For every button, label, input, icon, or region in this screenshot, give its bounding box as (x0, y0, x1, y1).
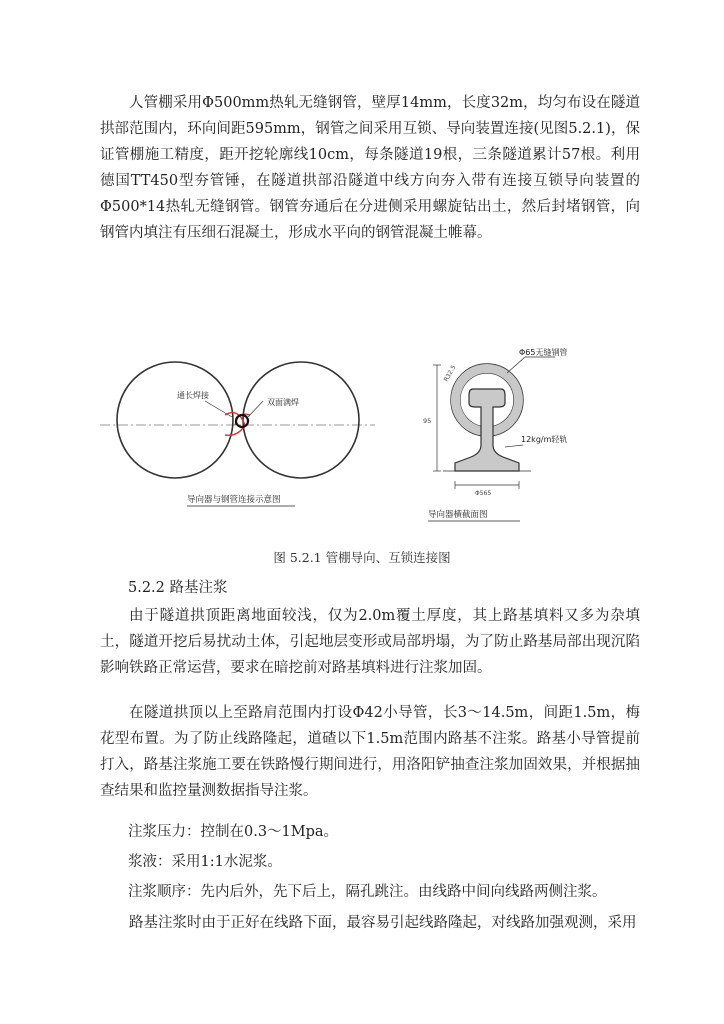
label-seamless-pipe: Φ65无缝钢管 (519, 348, 568, 357)
paragraph-small-pipes: 在隧道拱顶以上至路肩范围内打设Φ42小导管，长3～14.5m，间距1.5m，梅花型布置。为了防止线路隆起，道碴以下1.5m范围内路基不注浆。路基小导管提前打入，路基注浆施工要在铁路慢行期间进行，用洛阳铲抽查注浆加固效果，并根据抽查结果和监控量测数据指导注浆。 (100, 705, 640, 799)
dim-width: Φ565 (475, 490, 492, 497)
grout-pressure: 注浆压力：控制在0.3～1Mpa。 (128, 824, 339, 840)
light-rail-section (455, 389, 519, 471)
left-diagram-title: 导向器与钢管连接示意图 (187, 495, 281, 505)
leader-rail (505, 445, 523, 447)
figure-guide-interlock (95, 345, 635, 540)
guide-ring (236, 415, 248, 427)
label-weld-double: 双面满焊 (267, 398, 299, 407)
leader-weld-long (205, 401, 232, 417)
paragraph-pipe-roof: 人管棚采用Φ500mm热轧无缝钢管，壁厚14mm，长度32m，均匀布设在隧道拱部范围内，环向间距595mm，钢管之间采用互锁、导向装置连接(见图5.2.1)，保证管棚施工精度，距开挖轮廓线10cm，每条隧道19根，三条隧道累计57根。利用德国TT450型夯管锤，在隧道拱部沿隧道中线方向夯入带有连接互锁导向装置的Φ500*14热轧无缝钢管。钢管夯通后在分进侧采用螺旋钻出土，然后封堵钢管，向钢管内填注有压细石混凝土，形成水平向的钢管混凝土帷幕。 (100, 95, 640, 241)
left-pipe (117, 362, 233, 478)
section-heading: 5.2.2 路基注浆 (128, 580, 228, 596)
grout-slurry: 浆液：采用1:1水泥浆。 (128, 854, 282, 870)
right-diagram-title: 导向器横截面图 (428, 510, 488, 520)
figure-drawing (95, 345, 635, 540)
right-pipe (243, 362, 359, 478)
dim-radius: R32.5 (442, 364, 458, 383)
label-weld-long: 通长焊接 (177, 391, 209, 400)
leader-pipe (507, 357, 525, 373)
label-light-rail: 12kg/m轻轨 (521, 435, 568, 444)
dim-height: 95 (423, 417, 432, 425)
paragraph-subgrade-reason: 由于隧道拱顶距离地面较浅，仅为2.0m覆土厚度，其上路基填料又多为杂填土，隧道开挖后易扰动土体，引起地层变形或局部坍塌，为了防止路基局部出现沉陷影响铁路正常运营，要求在暗挖前对路基填料进行注浆加固。 (100, 608, 640, 676)
grout-sequence: 注浆顺序：先内后外，先下后上，隔孔跳注。由线路中间向线路两侧注浆。 (128, 884, 607, 900)
leader-weld-double (248, 401, 263, 417)
figure-caption: 图 5.2.1 管棚导向、互锁连接图 (273, 550, 451, 565)
paragraph-monitoring: 路基注浆时由于正好在线路下面，最容易引起线路隆起，对线路加强观测，采用 (129, 915, 637, 931)
